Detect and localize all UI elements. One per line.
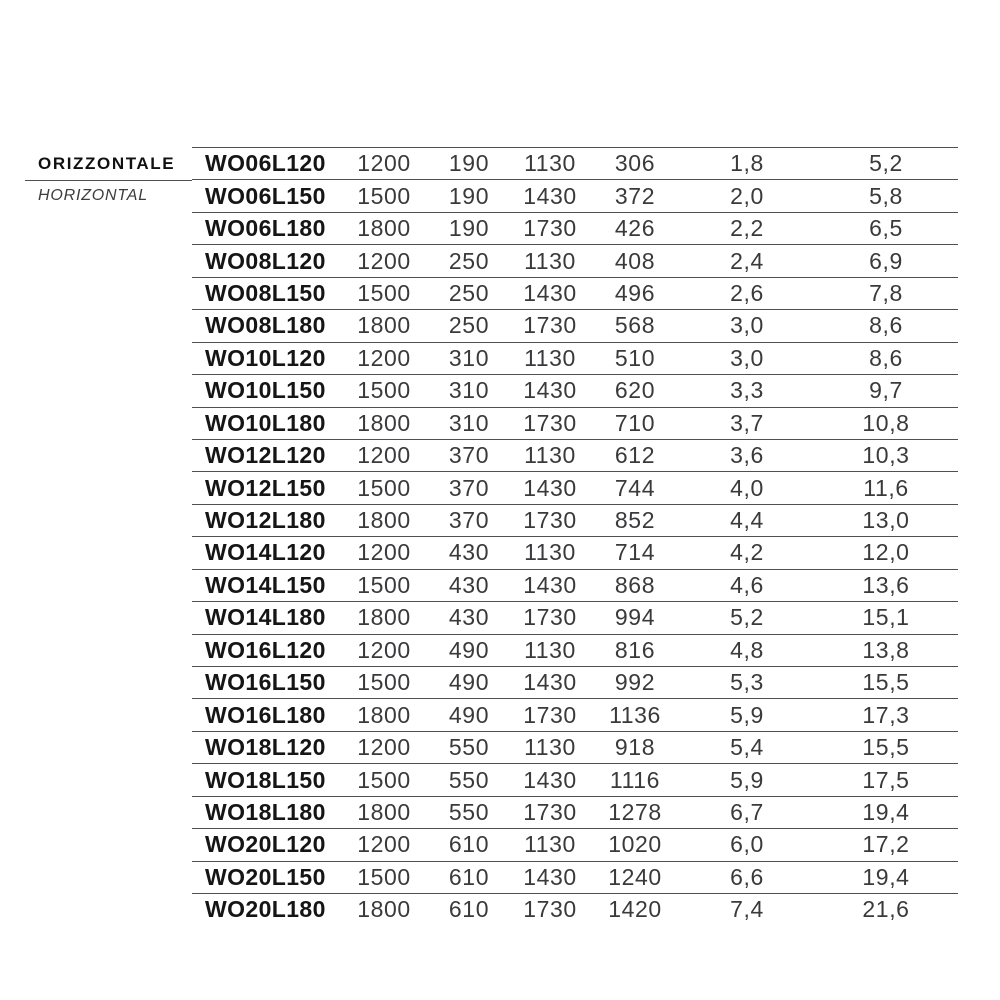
value-cell: 15,5: [862, 669, 910, 696]
value-cell: 1430: [523, 377, 577, 404]
value-cell: 994: [614, 604, 656, 631]
value-cell: 306: [614, 150, 656, 177]
table-row: [192, 309, 958, 341]
value-cell: 1200: [357, 150, 411, 177]
section-underline: [25, 180, 192, 182]
value-cell: 550: [448, 798, 490, 825]
value-cell: 1730: [523, 215, 577, 242]
value-cell: 5,4: [730, 734, 764, 761]
value-cell: 1200: [357, 831, 411, 858]
table-row: [192, 147, 958, 179]
value-cell: 510: [614, 344, 656, 371]
value-cell: 1500: [357, 279, 411, 306]
value-cell: 17,3: [862, 701, 910, 728]
table-row: [192, 342, 958, 374]
product-code-cell: WO12L180: [205, 507, 326, 534]
spec-table: [192, 147, 958, 926]
value-cell: 1800: [357, 409, 411, 436]
product-code-cell: WO16L150: [205, 669, 326, 696]
value-cell: 4,6: [730, 571, 764, 598]
value-cell: 1730: [523, 507, 577, 534]
table-row: [192, 407, 958, 439]
value-cell: 1500: [357, 571, 411, 598]
product-code-cell: WO20L150: [205, 863, 326, 890]
value-cell: 1430: [523, 863, 577, 890]
value-cell: 12,0: [862, 539, 910, 566]
value-cell: 1136: [609, 701, 661, 728]
value-cell: 10,3: [862, 442, 910, 469]
value-cell: 430: [448, 604, 490, 631]
value-cell: 11,6: [863, 474, 909, 501]
value-cell: 5,9: [730, 766, 764, 793]
value-cell: 190: [448, 182, 490, 209]
value-cell: 190: [448, 150, 490, 177]
value-cell: 3,0: [730, 312, 764, 339]
value-cell: 1430: [523, 182, 577, 209]
value-cell: 1130: [524, 442, 576, 469]
value-cell: 1500: [357, 377, 411, 404]
value-cell: 7,8: [869, 279, 903, 306]
table-row: [192, 601, 958, 633]
product-code-cell: WO16L180: [205, 701, 326, 728]
value-cell: 1800: [357, 215, 411, 242]
value-cell: 1,8: [730, 150, 764, 177]
value-cell: 1500: [357, 863, 411, 890]
value-cell: 1020: [608, 831, 662, 858]
value-cell: 3,6: [730, 442, 764, 469]
value-cell: 5,9: [730, 701, 764, 728]
value-cell: 370: [448, 442, 490, 469]
value-cell: 6,9: [869, 247, 903, 274]
value-cell: 1430: [523, 571, 577, 598]
value-cell: 1200: [357, 344, 411, 371]
value-cell: 1730: [523, 312, 577, 339]
product-code-cell: WO08L120: [205, 247, 326, 274]
value-cell: 1800: [357, 604, 411, 631]
value-cell: 9,7: [869, 377, 903, 404]
table-row: [192, 634, 958, 666]
product-code-cell: WO18L180: [205, 798, 326, 825]
value-cell: 190: [448, 215, 490, 242]
value-cell: 4,4: [730, 507, 764, 534]
value-cell: 714: [614, 539, 656, 566]
value-cell: 430: [448, 539, 490, 566]
value-cell: 310: [448, 344, 490, 371]
table-row: [192, 893, 958, 925]
value-cell: 868: [614, 571, 656, 598]
spec-table-body: [192, 147, 958, 926]
value-cell: 250: [448, 279, 490, 306]
product-code-cell: WO18L120: [205, 734, 326, 761]
value-cell: 1800: [357, 896, 411, 923]
value-cell: 1200: [357, 247, 411, 274]
value-cell: 1430: [523, 279, 577, 306]
value-cell: 1500: [357, 669, 411, 696]
value-cell: 1800: [357, 798, 411, 825]
value-cell: 1130: [524, 344, 576, 371]
value-cell: 6,6: [730, 863, 764, 890]
value-cell: 5,2: [869, 150, 903, 177]
product-code-cell: WO12L120: [205, 442, 326, 469]
value-cell: 992: [614, 669, 656, 696]
value-cell: 1130: [524, 247, 576, 274]
table-row: [192, 861, 958, 893]
value-cell: 852: [614, 507, 656, 534]
value-cell: 19,4: [862, 863, 910, 890]
value-cell: 1730: [523, 798, 577, 825]
value-cell: 6,0: [730, 831, 764, 858]
product-code-cell: WO14L180: [205, 604, 326, 631]
value-cell: 816: [614, 636, 656, 663]
table-row: [192, 471, 958, 503]
value-cell: 1730: [523, 409, 577, 436]
value-cell: 426: [614, 215, 656, 242]
value-cell: 710: [614, 409, 656, 436]
value-cell: 490: [448, 669, 490, 696]
value-cell: 3,3: [730, 377, 764, 404]
table-row: [192, 828, 958, 860]
product-code-cell: WO20L120: [205, 831, 326, 858]
value-cell: 1130: [524, 636, 576, 663]
table-row: [192, 212, 958, 244]
value-cell: 490: [448, 636, 490, 663]
value-cell: 15,5: [862, 734, 910, 761]
value-cell: 370: [448, 474, 490, 501]
value-cell: 1730: [523, 604, 577, 631]
product-code-cell: WO16L120: [205, 636, 326, 663]
value-cell: 1800: [357, 312, 411, 339]
product-code-cell: WO12L150: [205, 474, 326, 501]
value-cell: 250: [448, 247, 490, 274]
value-cell: 612: [614, 442, 656, 469]
value-cell: 19,4: [862, 798, 910, 825]
section-subtitle: HORIZONTAL: [38, 187, 148, 204]
value-cell: 408: [614, 247, 656, 274]
value-cell: 918: [614, 734, 656, 761]
value-cell: 3,7: [730, 409, 764, 436]
value-cell: 13,8: [862, 636, 910, 663]
value-cell: 4,2: [730, 539, 764, 566]
value-cell: 1500: [357, 766, 411, 793]
table-row: [192, 179, 958, 211]
table-row: [192, 277, 958, 309]
value-cell: 250: [448, 312, 490, 339]
value-cell: 372: [614, 182, 656, 209]
value-cell: 1200: [357, 539, 411, 566]
value-cell: 430: [448, 571, 490, 598]
value-cell: 5,2: [730, 604, 764, 631]
table-row: [192, 536, 958, 568]
value-cell: 2,2: [730, 215, 764, 242]
value-cell: 6,7: [730, 798, 764, 825]
value-cell: 1130: [524, 150, 576, 177]
value-cell: 17,5: [862, 766, 910, 793]
table-row: [192, 439, 958, 471]
value-cell: 1420: [608, 896, 662, 923]
value-cell: 1430: [523, 766, 577, 793]
product-code-cell: WO08L180: [205, 312, 326, 339]
product-code-cell: WO20L180: [205, 896, 326, 923]
value-cell: 5,8: [869, 182, 903, 209]
value-cell: 5,3: [730, 669, 764, 696]
value-cell: 1200: [357, 442, 411, 469]
product-code-cell: WO10L120: [205, 344, 326, 371]
table-row: [192, 569, 958, 601]
value-cell: 610: [448, 896, 490, 923]
value-cell: 1200: [357, 734, 411, 761]
value-cell: 13,0: [862, 507, 910, 534]
product-code-cell: WO06L120: [205, 150, 326, 177]
value-cell: 550: [448, 734, 490, 761]
table-row: [192, 374, 958, 406]
value-cell: 10,8: [862, 409, 910, 436]
value-cell: 1500: [357, 182, 411, 209]
value-cell: 2,4: [730, 247, 764, 274]
value-cell: 8,6: [869, 344, 903, 371]
value-cell: 1500: [357, 474, 411, 501]
value-cell: 7,4: [730, 896, 764, 923]
table-row: [192, 796, 958, 828]
value-cell: 1130: [524, 539, 576, 566]
value-cell: 1130: [524, 831, 576, 858]
table-row: [192, 504, 958, 536]
product-code-cell: WO14L120: [205, 539, 326, 566]
value-cell: 310: [448, 377, 490, 404]
value-cell: 8,6: [869, 312, 903, 339]
value-cell: 1200: [357, 636, 411, 663]
value-cell: 1730: [523, 896, 577, 923]
value-cell: 370: [448, 507, 490, 534]
value-cell: 610: [448, 831, 490, 858]
value-cell: 1130: [524, 734, 576, 761]
product-code-cell: WO10L180: [205, 409, 326, 436]
value-cell: 4,8: [730, 636, 764, 663]
table-row: [192, 763, 958, 795]
value-cell: 568: [614, 312, 656, 339]
product-code-cell: WO06L150: [205, 182, 326, 209]
value-cell: 610: [448, 863, 490, 890]
value-cell: 744: [614, 474, 656, 501]
table-row: [192, 731, 958, 763]
value-cell: 2,6: [730, 279, 764, 306]
value-cell: 310: [448, 409, 490, 436]
value-cell: 21,6: [862, 896, 910, 923]
value-cell: 1116: [609, 766, 661, 793]
value-cell: 490: [448, 701, 490, 728]
value-cell: 1800: [357, 507, 411, 534]
value-cell: 1240: [608, 863, 662, 890]
value-cell: 496: [614, 279, 656, 306]
value-cell: 15,1: [862, 604, 910, 631]
value-cell: 4,0: [730, 474, 764, 501]
value-cell: 1430: [523, 474, 577, 501]
value-cell: 13,6: [862, 571, 910, 598]
table-row: [192, 244, 958, 276]
value-cell: 550: [448, 766, 490, 793]
product-code-cell: WO18L150: [205, 766, 326, 793]
product-code-cell: WO08L150: [205, 279, 326, 306]
value-cell: 1800: [357, 701, 411, 728]
product-code-cell: WO14L150: [205, 571, 326, 598]
value-cell: 2,0: [730, 182, 764, 209]
table-row: [192, 698, 958, 730]
section-title: ORIZZONTALE: [38, 153, 176, 173]
value-cell: 17,2: [862, 831, 910, 858]
product-code-cell: WO06L180: [205, 215, 326, 242]
value-cell: 1730: [523, 701, 577, 728]
value-cell: 6,5: [869, 215, 903, 242]
value-cell: 3,0: [730, 344, 764, 371]
product-code-cell: WO10L150: [205, 377, 326, 404]
value-cell: 620: [614, 377, 656, 404]
value-cell: 1430: [523, 669, 577, 696]
table-row: [192, 666, 958, 698]
value-cell: 1278: [608, 798, 662, 825]
